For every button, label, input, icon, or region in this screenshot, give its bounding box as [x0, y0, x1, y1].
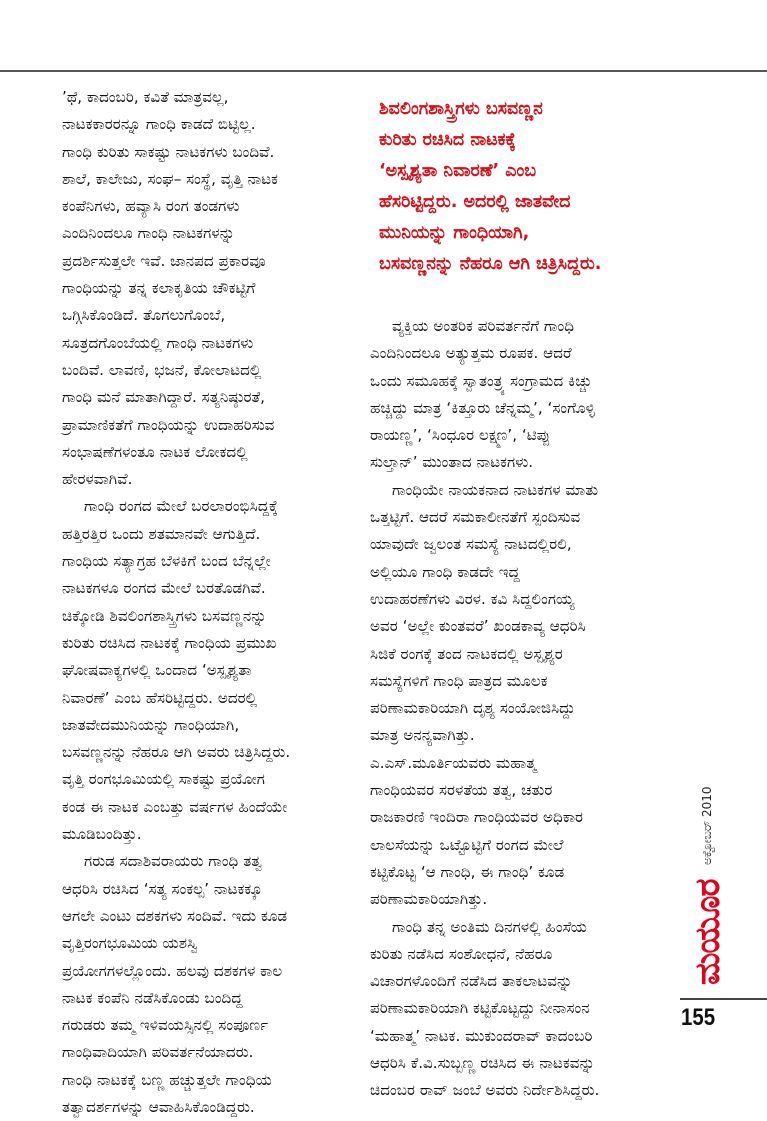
text-line: ಗರುಡರು ತಮ್ಮ ಇಳಿವಯಸ್ಸಿನಲ್ಲಿ ಸಂಪೂರ್ಣ — [62, 1016, 269, 1035]
text-line: ಜಾತವೇದಮುನಿಯನ್ನು ಗಾಂಧಿಯಾಗಿ, — [62, 715, 240, 734]
pull-quote-line: ಹೆಸರಿಟ್ಟಿದ್ದರು. ಅದರಲ್ಲಿ ಜಾತವೇದ — [379, 192, 571, 212]
text-line: ಒತ್ತಟ್ಟಿಗೆ. ಆದರೆ ಸಮಕಾಲೀನತೆಗೆ ಸ್ಪಂದಿಸುವ — [370, 508, 581, 527]
text-line: ಸುಲ್ತಾನ್’ ಮುಂತಾದ ನಾಟಕಗಳು. — [370, 453, 534, 472]
text-line: ಉದಾಹರಣೆಗಳು ವಿರಳ. ಕವಿ ಸಿದ್ದಲಿಂಗಯ್ಯ — [370, 589, 575, 608]
text-line: ರಾಜಕಾರಣಿ ಇಂದಿರಾ ಗಾಂಧಿಯವರ ಅಧಿಕಾರ — [370, 808, 584, 827]
pull-quote-line: ಕುರಿತು ರಚಿಸಿದ ನಾಟಕಕ್ಕೆ — [379, 130, 516, 150]
text-line: ಎಂದಿನಿಂದಲೂ ಅತ್ಯುತ್ತಮ ರೂಪಕ. ಆದರೆ — [370, 344, 572, 363]
text-line: ವೃತ್ತಿರಂಗಭೂಮಿಯ ಯಶಸ್ವಿ — [62, 934, 198, 953]
text-line: ಪರಿಣಾಮಕಾರಿಯಾಗಿ ದೃಶ್ಯ ಸಂಯೋಜಿಸಿದ್ದು — [370, 699, 576, 718]
text-line: ನಾಟಕ ಕಂಪೆನಿ ನಡೆಸಿಕೊಂಡು ಬಂದಿದ್ದ — [62, 988, 243, 1007]
text-line: ಮೂಡಿಬಂದಿತ್ತು. — [62, 825, 142, 844]
text-line: ನಾಟಕಗಳೂ ರಂಗದ ಮೇಲೆ ಬರತೊಡಗಿವೆ. — [62, 579, 266, 598]
text-line: ಒಂದು ಸಮೂಹಕ್ಕೆ ಸ್ವಾತಂತ್ರ್ಯ ಸಂಗ್ರಾಮದ ಕಿಚ್ಚು — [370, 371, 592, 390]
text-line: ಪರಿಣಾಮಕಾರಿಯಾಗಿತ್ತು. — [370, 890, 488, 909]
text-line: ಪ್ರಾಮಾಣಿಕತೆಗೆ ಗಾಂಧಿಯನ್ನು ಉದಾಹರಿಸುವ — [62, 415, 275, 434]
text-line: ಚಿಕ್ಕೋಡಿ ಶಿವಲಿಂಗಶಾಸ್ತ್ರಿಗಳು ಬಸವಣ್ಣನನ್ನು — [62, 606, 267, 625]
text-line: ಅವರ ‘ಅಲ್ಲೇ ಕುಂತವರೆ’ ಖಂಡಕಾವ್ಯ ಆಧರಿಸಿ — [370, 617, 586, 636]
text-line: ಲಾಲಸೆಯನ್ನು ಒಟ್ಟೊಟ್ಟಿಗೆ ರಂಗದ ಮೇಲೆ — [370, 835, 564, 854]
paragraph-start: ಗಾಂಧಿ ರಂಗದ ಮೇಲೆ ಬರಲಾರಂಭಿಸಿದ್ದಕ್ಕೆ — [84, 497, 278, 516]
text-line: ಆಧರಿಸಿ ಕೆ.ವಿ.ಸುಬ್ಬಣ್ಣ ರಚಿಸಿದ ಈ ನಾಟಕವನ್ನು — [370, 1054, 595, 1073]
pull-quote-line: ‘ಅಸ್ಪೃಶ್ಯತಾ ನಿವಾರಣೆ’ ಎಂಬ — [379, 161, 537, 181]
text-line: ಹಚ್ಚಿದ್ದು ಮಾತ್ರ ‘ಕಿತ್ತೂರು ಚೆನ್ನಮ್ಮ’, ‘ಸಂಗೊಳ್ಳಿ — [370, 398, 595, 417]
text-line: ಯಾವುದೇ ಜ್ವಲಂತ ಸಮಸ್ಯೆ ನಾಟದಲ್ಲಿರಲಿ, — [370, 535, 572, 554]
left-column — [62, 84, 347, 1121]
text-line: ಘೋಷವಾಕ್ಯಗಳಲ್ಲಿ ಒಂದಾದ ‘ಅಸ್ಪೃಶ್ಯತಾ — [62, 661, 252, 680]
text-line: ಗಾಂಧಿ ಮನೆ ಮಾತಾಗಿದ್ದಾರೆ. ಸತ್ಯನಿಷ್ಠುರತೆ, — [62, 388, 265, 407]
pull-quote-line: ಬಸವಣ್ಣನನ್ನು ನೆಹರೂ ಆಗಿ ಚಿತ್ರಿಸಿದ್ದರು. — [379, 254, 602, 274]
text-line: ಪ್ರದರ್ಶಿಸುತ್ತಲೇ ಇವೆ. ಜಾನಪದ ಪ್ರಕಾರವೂ — [62, 251, 266, 270]
text-line: ಪರಿಣಾಮಕಾರಿಯಾಗಿ ಕಟ್ಟಿಕೊಟ್ಟದ್ದು ನೀನಾಸಂನ — [370, 999, 590, 1018]
paragraph-start: ಗರುಡ ಸದಾಶಿವರಾಯರು ಗಾಂಧಿ ತತ್ವ — [84, 852, 263, 871]
paragraph-start: ವ್ಯಕ್ತಿಯ ಅಂತರಿಕ ಪರಿವರ್ತನೆಗೆ ಗಾಂಧಿ — [392, 317, 575, 335]
text-line: ಎ.ಎಸ್.ಮೂರ್ತಿಯವರು ಮಹಾತ್ಮ — [370, 753, 537, 772]
right-column — [370, 313, 670, 1105]
text-line: ಗಾಂಧಿಯನ್ನು ತನ್ನ ಕಲಾಕೃತಿಯ ಚೌಕಟ್ಟಿಗೆ — [62, 279, 256, 298]
text-line: ‘ಮಹಾತ್ಮ’ ನಾಟಕ. ಮುಕುಂದರಾವ್ ಕಾದಂಬರಿ — [370, 1026, 593, 1045]
text-line: ಕಂಡ ಈ ನಾಟಕ ಎಂಬತ್ತು ವರ್ಷಗಳ ಹಿಂದೆಯೇ — [62, 797, 288, 816]
text-line: ಸೂತ್ರದಗೊಂಬೆಯಲ್ಲಿ ಗಾಂಧಿ ನಾಟಕಗಳು — [62, 333, 254, 352]
text-line: ಪ್ರಯೋಗಗಳಲ್ಲೊಂದು. ಹಲವು ದಶಕಗಳ ಕಾಲ — [62, 961, 283, 980]
text-line: ಎಂದಿನಿಂದಲೂ ಗಾಂಧಿ ನಾಟಕಗಳನ್ನು — [62, 224, 235, 243]
text-line: ಅಲ್ಲಿಯೂ ಗಾಂಧಿ ಕಾಡದೇ ಇದ್ದ — [370, 562, 520, 581]
text-line: ನಾಟಕಕಾರರನ್ನೂ ಗಾಂಧಿ ಕಾಡದೆ ಬಿಟ್ಟಿಲ್ಲ. — [62, 115, 256, 134]
text-line: ಒಗ್ಗಿಸಿಕೊಂಡಿದೆ. ತೊಗಲುಗೊಂಬೆ, — [62, 306, 226, 325]
text-line: ಗಾಂಧಿಯವರ ಸರಳತೆಯ ತತ್ವ, ಚತುರ — [370, 781, 553, 800]
text-line: ಗಾಂಧಿಯ ಸತ್ಯಾಗ್ರಹ ಬೆಳಕಿಗೆ ಬಂದ ಬೆನ್ನಲ್ಲೇ — [62, 552, 271, 571]
issue-date: ಅಕ್ಟೋಬರ್ 2010 — [700, 786, 714, 865]
paragraph-start: ಗಾಂಧಿಯೇ ನಾಯಕನಾದ ನಾಟಕಗಳ ಮಾತು — [392, 480, 599, 499]
text-line: ಗಾಂಧಿ ಕುರಿತು ಸಾಕಷ್ಟು ನಾಟಕಗಳು ಬಂದಿವೆ. — [62, 142, 275, 161]
text-line: ಕಟ್ಟಿಕೊಟ್ಟ ‘ಆ ಗಾಂಧಿ, ಈ ಗಾಂಧಿ’ ಕೂಡ — [370, 862, 565, 881]
pull-quote-line: ಶಿವಲಿಂಗಶಾಸ್ತ್ರಿಗಳು ಬಸವಣ್ಣನ — [379, 99, 543, 119]
text-line: ಆಧರಿಸಿ ರಚಿಸಿದ ‘ಸತ್ಯ ಸಂಕಲ್ಪ’ ನಾಟಕಕ್ಕೂ — [62, 879, 263, 898]
text-line: ನಿವಾರಣೆ’ ಎಂಬ ಹೆಸರಿಟ್ಟಿದ್ದರು. ಅದರಲ್ಲಿ — [62, 688, 258, 707]
text-line: ಕಂಪೆನಿಗಳು, ಹವ್ಯಾಸಿ ರಂಗ ತಂಡಗಳು — [62, 197, 240, 216]
text-line: ರಾಯಣ್ಣ’, ‘ಸಿಂಧೂರ ಲಕ್ಷ್ಮಣ’, ‘ಟಿಪ್ಪು — [370, 426, 551, 445]
text-line: ಸಮಸ್ಯೆಗಳಿಗೆ ಗಾಂಧಿ ಪಾತ್ರದ ಮೂಲಕ — [370, 671, 548, 690]
text-line: ಹತ್ತಿರತ್ತಿರ ಒಂದು ಶತಮಾನವೇ ಆಗುತ್ತಿದೆ. — [62, 524, 261, 543]
pull-quote-line: ಮುನಿಯನ್ನು ಗಾಂಧಿಯಾಗಿ, — [379, 223, 530, 243]
text-line: ವೃತ್ತಿ ರಂಗಭೂಮಿಯಲ್ಲಿ ಸಾಕಷ್ಟು ಪ್ರಯೋಗ — [62, 770, 266, 789]
text-line: ಸಂಭಾಷಣೆಗಳಂತೂ ನಾಟಕ ಲೋಕದಲ್ಲಿ — [62, 442, 248, 461]
paragraph-start: ಗಾಂಧಿ ತನ್ನ ಅಂತಿಮ ದಿನಗಳಲ್ಲಿ ಹಿಂಸೆಯ — [392, 917, 588, 936]
text-line: ಕುರಿತು ರಚಿಸಿದ ನಾಟಕಕ್ಕೆ ಗಾಂಧಿಯ ಪ್ರಮುಖ — [62, 633, 277, 652]
text-line: ಗಾಂಧಿ ನಾಟಕಕ್ಕೆ ಬಣ್ಣ ಹಚ್ಚುತ್ತಲೇ ಗಾಂಧಿಯ — [62, 1070, 272, 1089]
text-line: ಶಾಲೆ, ಕಾಲೇಜು, ಸಂಘ– ಸಂಸ್ಥೆ, ವೃತ್ತಿ ನಾಟಕ — [62, 169, 278, 188]
magazine-logo: ಮಯೂರ — [688, 879, 728, 985]
pull-quote — [379, 94, 679, 280]
text-line: ಕುರಿತು ನಡೆಸಿದ ಸಂಶೋಧನೆ, ನೆಹರೂ — [370, 944, 553, 963]
text-line: ಹೇರಳವಾಗಿವೆ. — [62, 470, 133, 489]
text-line: ತತ್ವಾದರ್ಶಗಳನ್ನು ಆವಾಹಿಸಿಕೊಂಡಿದ್ದರು. — [62, 1097, 255, 1116]
text-line: ಬಂದಿವೆ. ಲಾವಣಿ, ಭಜನೆ, ಕೋಲಾಟದಲ್ಲಿ — [62, 360, 262, 379]
text-line: ’ಥೆ, ಕಾದಂಬರಿ, ಕವಿತೆ ಮಾತ್ರವಲ್ಲ, — [62, 88, 229, 106]
top-divider — [0, 70, 767, 72]
text-line: ಸಿಜಿಕೆ ರಂಗಕ್ಕೆ ತಂದ ನಾಟಕದಲ್ಲಿ ಅಸ್ಪೃಶ್ಯರ — [370, 644, 563, 663]
text-line: ಚಿದಂಬರ ರಾವ್ ಜಂಬೆ ಅವರು ನಿರ್ದೇಶಿಸಿದ್ದರು. — [370, 1081, 600, 1100]
text-line: ವಿಚಾರಗಳೊಂದಿಗೆ ನಡೆಸಿದ ತಾಕಲಾಟವನ್ನು — [370, 972, 573, 991]
page-number: 155 — [681, 1004, 716, 1031]
text-line: ಆಗಲೇ ಎಂಟು ದಶಕಗಳು ಸಂದಿವೆ. ಇದು ಕೂಡ — [62, 906, 288, 925]
text-line: ಮಾತ್ರ ಅನನ್ಯವಾಗಿತ್ತು. — [370, 726, 475, 745]
text-line: ಗಾಂಧಿವಾದಿಯಾಗಿ ಪರಿವರ್ತನೆಯಾದರು. — [62, 1043, 254, 1062]
footer-divider — [680, 998, 767, 1000]
text-line: ಬಸವಣ್ಣನನ್ನು ನೆಹರೂ ಆಗಿ ಅವರು ಚಿತ್ರಿಸಿದ್ದರು. — [62, 743, 291, 762]
